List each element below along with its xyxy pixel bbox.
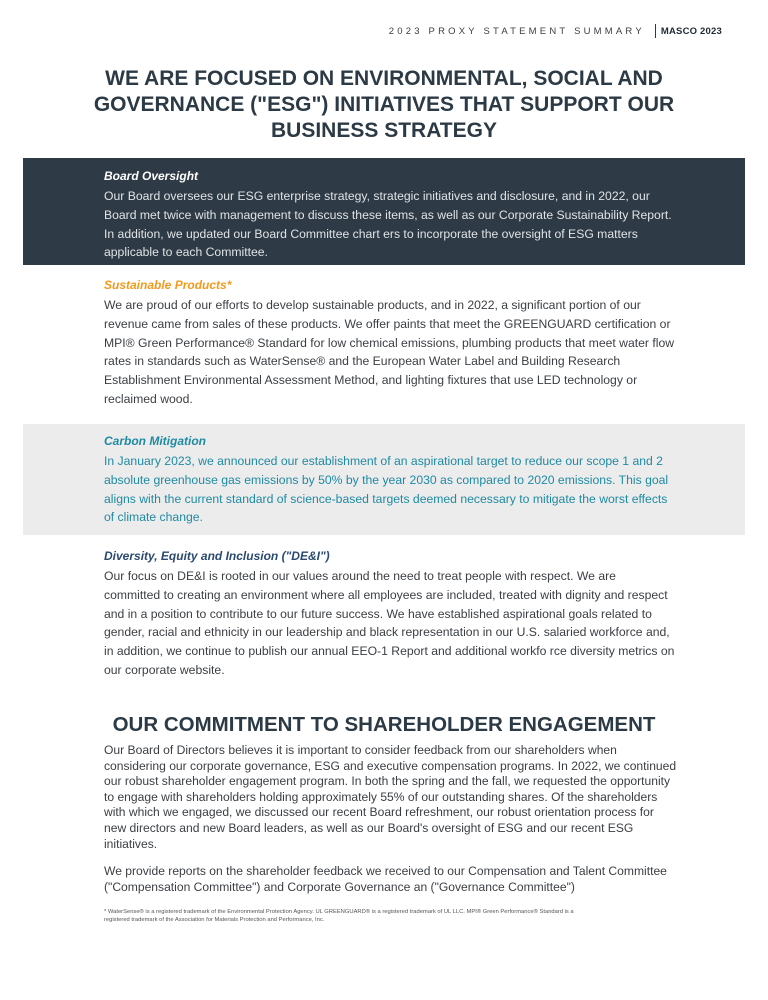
engagement-paragraph-2: We provide reports on the shareholder feedback we received to our Compensation and Talent Committee ("Compensation Committee") and Corporate Governance an ("Governance Committee") [104, 864, 667, 894]
page-title: WE ARE FOCUSED ON ENVIRONMENTAL, SOCIAL AND GOVERNANCE ("ESG") INITIATIVES THAT SUPPORT OUR BUSINESS STRATEGY [93, 67, 675, 142]
section-carbon-mitigation [23, 424, 745, 535]
section-heading: Carbon Mitigation [104, 434, 206, 448]
section-heading: Sustainable Products* [104, 278, 232, 292]
header-doc-title: 2023 PROXY STATEMENT SUMMARY [388, 25, 645, 37]
section-body: Our Board oversees our ESG enterprise strategy, strategic initiatives and disclosure, and in 2022, our Board met twice with management to discuss these items, as well as our Corporate Sustainability Report. In addition, we updated our Board Committee chart ers to incorporate the oversight of ESG matters applicable to each Committee. [104, 189, 672, 260]
section-sustainable-products [23, 278, 745, 413]
section-heading: Diversity, Equity and Inclusion ("DE&I") [104, 549, 330, 563]
section-dei [23, 549, 745, 689]
section-board-oversight [23, 158, 745, 265]
section-body: Our focus on DE&I is rooted in our values around the need to treat people with respect. We are committed to creating an environment where all employees are included, treated with dignity and respect and in a position to contribute to our future success. We have established aspirational goals related to gender, racial and ethnicity in our leadership and black representation in our U.S. salaried workforce and, in addition, we continue to publish our annual EEO-1 Report and additional workfo rce diversity metrics on our corporate website. [104, 569, 675, 677]
engagement-paragraph-1: Our Board of Directors believes it is important to consider feedback from our shareholders when considering our corporate governance, ESG and executive compensation programs. In 2022, we continued our robust shareholder engagement program. In both the spring and the fall, we requested the opportunity to engage with shareholders holding approximately 55% of our outstanding shares. Of the shareholders with which we engaged, we discussed our recent Board refreshment, our robust orientation process for new directors and new Board leaders, as well as our Board's oversight of ESG and our recent ESG initiatives. [104, 743, 677, 851]
header-divider [655, 24, 656, 38]
engagement-title: OUR COMMITMENT TO SHAREHOLDER ENGAGEMENT [112, 713, 656, 736]
page-header [389, 24, 722, 38]
section-body: We are proud of our efforts to develop sustainable products, and in 2022, a significant portion of our revenue came from sales of these products. We offer paints that meet the GREENGUARD certification or MPI® Green Performance® Standard for low chemical emissions, plumbing products that meet water flow rates in standards such as WaterSense® and the European Water Label and Building Research Establishment Environmental Assessment Method, and lighting fixtures that use LED technology or reclaimed wood. [104, 298, 675, 406]
section-heading: Board Oversight [104, 169, 199, 183]
header-company-year: MASCO 2023 [660, 25, 722, 37]
section-body: In January 2023, we announced our establishment of an aspirational target to reduce our scope 1 and 2 absolute greenhouse gas emissions by 50% by the year 2030 as compared to 2020 emissions. This goal aligns with the current standard of science-based targets deemed necessary to mitigate the worst effects of climate change. [104, 454, 669, 525]
trademark-footnote: * WaterSense® is a registered trademark of the Environmental Protection Agency. UL GREENGUARD® is a registered trademark of UL LLC. MPI® Green Performance® Standard is a registered trademark of the Association for Materials Protection and Performance, Inc. [104, 909, 574, 923]
